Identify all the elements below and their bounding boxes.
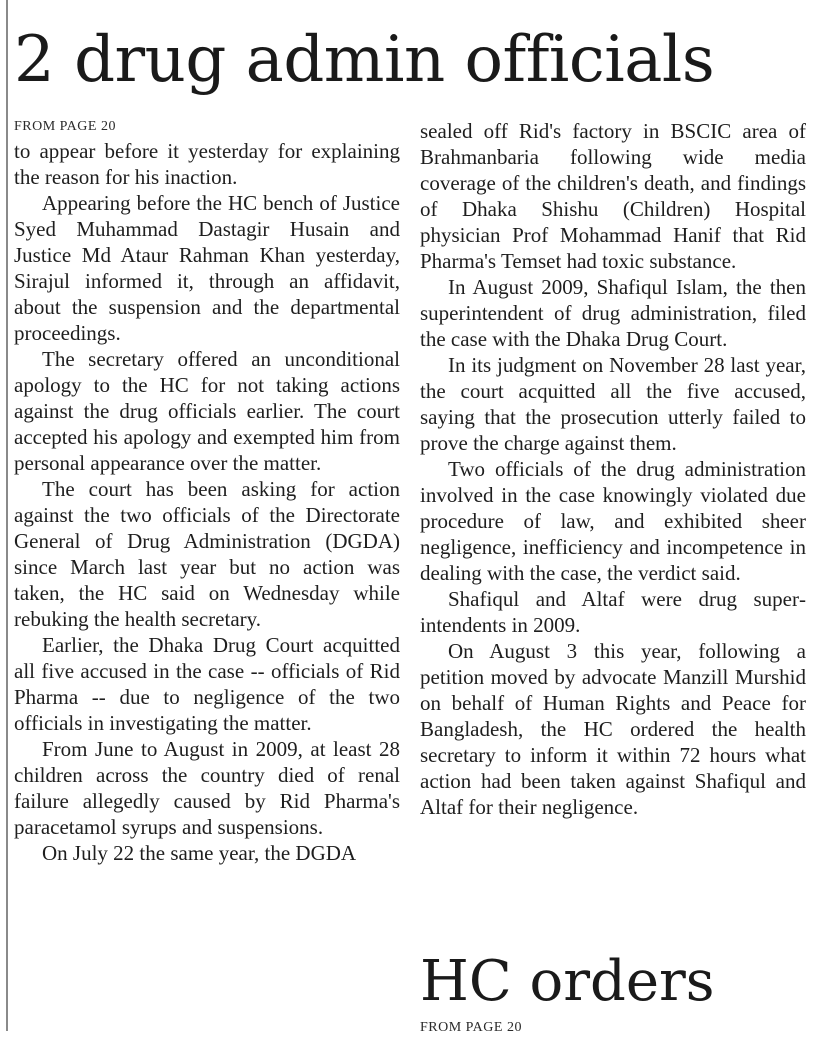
paragraph: The court has been asking for action against the two officials of the Directorate General of Drug Administration (DGDA) since March last year but no action was taken, the HC said on Wednesday while rebuking the health secretary. <box>14 477 400 631</box>
right-column <box>420 118 806 820</box>
paragraph: On July 22 the same year, the DGDA <box>42 841 357 865</box>
paragraph: sealed off Rid's factory in BSCIC area of Brahmanbaria following wide media coverage of the children's death, and findings of Dhaka Shishu (Children) Hospital physician Prof Mohammad Hanif that Rid Pharma's Temset had toxic substance. <box>420 119 806 273</box>
left-column <box>14 118 400 866</box>
paragraph: In August 2009, Shafiqul Islam, the then superintendent of drug administration, filed the case with the Dhaka Drug Court. <box>420 275 806 351</box>
paragraph: Earlier, the Dhaka Drug Court acquitted all five accused in the case -- officials of Rid Pharma -- due to negligence of the two officials in investigating the matter. <box>14 633 400 735</box>
next-from-page-kicker: FROM PAGE 20 <box>420 1020 522 1035</box>
headline: 2 drug admin officials <box>14 23 715 97</box>
paragraph: Two officials of the drug administration involved in the case knowingly violated due procedure of law, and exhibited sheer negligence, inefficiency and incompetence in dealing with the case, the verdict said. <box>420 457 806 585</box>
from-page-kicker: FROM PAGE 20 <box>14 119 116 134</box>
paragraph: In its judgment on November 28 last year, the court acquitted all the five accused, saying that the prosecution utterly failed to prove the charge against them. <box>420 353 806 455</box>
paragraph: to appear before it yesterday for explaining the reason for his inaction. <box>14 139 400 189</box>
paragraph: On August 3 this year, following a petition moved by advocate Manzill Murshid on behalf of Human Rights and Peace for Bangladesh, the HC ordered the health secretary to inform it within 72 hours what action had been taken against Shafiqul and Altaf for their negligence. <box>420 639 806 819</box>
next-headline: HC orders <box>420 949 715 1014</box>
column-rule <box>6 0 8 1031</box>
paragraph: The secretary offered an unconditional apology to the HC for not taking actions against the drug officials earlier. The court accepted his apology and exempted him from personal appearance over the matter. <box>14 347 400 475</box>
paragraph: From June to August in 2009, at least 28 children across the country died of renal failure allegedly caused by Rid Pharma's paracetamol syrups and suspensions. <box>14 737 400 839</box>
paragraph: Appearing before the HC bench of Justice Syed Muhammad Dastagir Husain and Justice Md Ataur Rahman Khan yesterday, Sirajul informed it, through an affidavit, about the suspension and the departmental proceedings. <box>14 191 400 345</box>
paragraph: Shafiqul and Altaf were drug superintendents in 2009. <box>420 587 806 637</box>
